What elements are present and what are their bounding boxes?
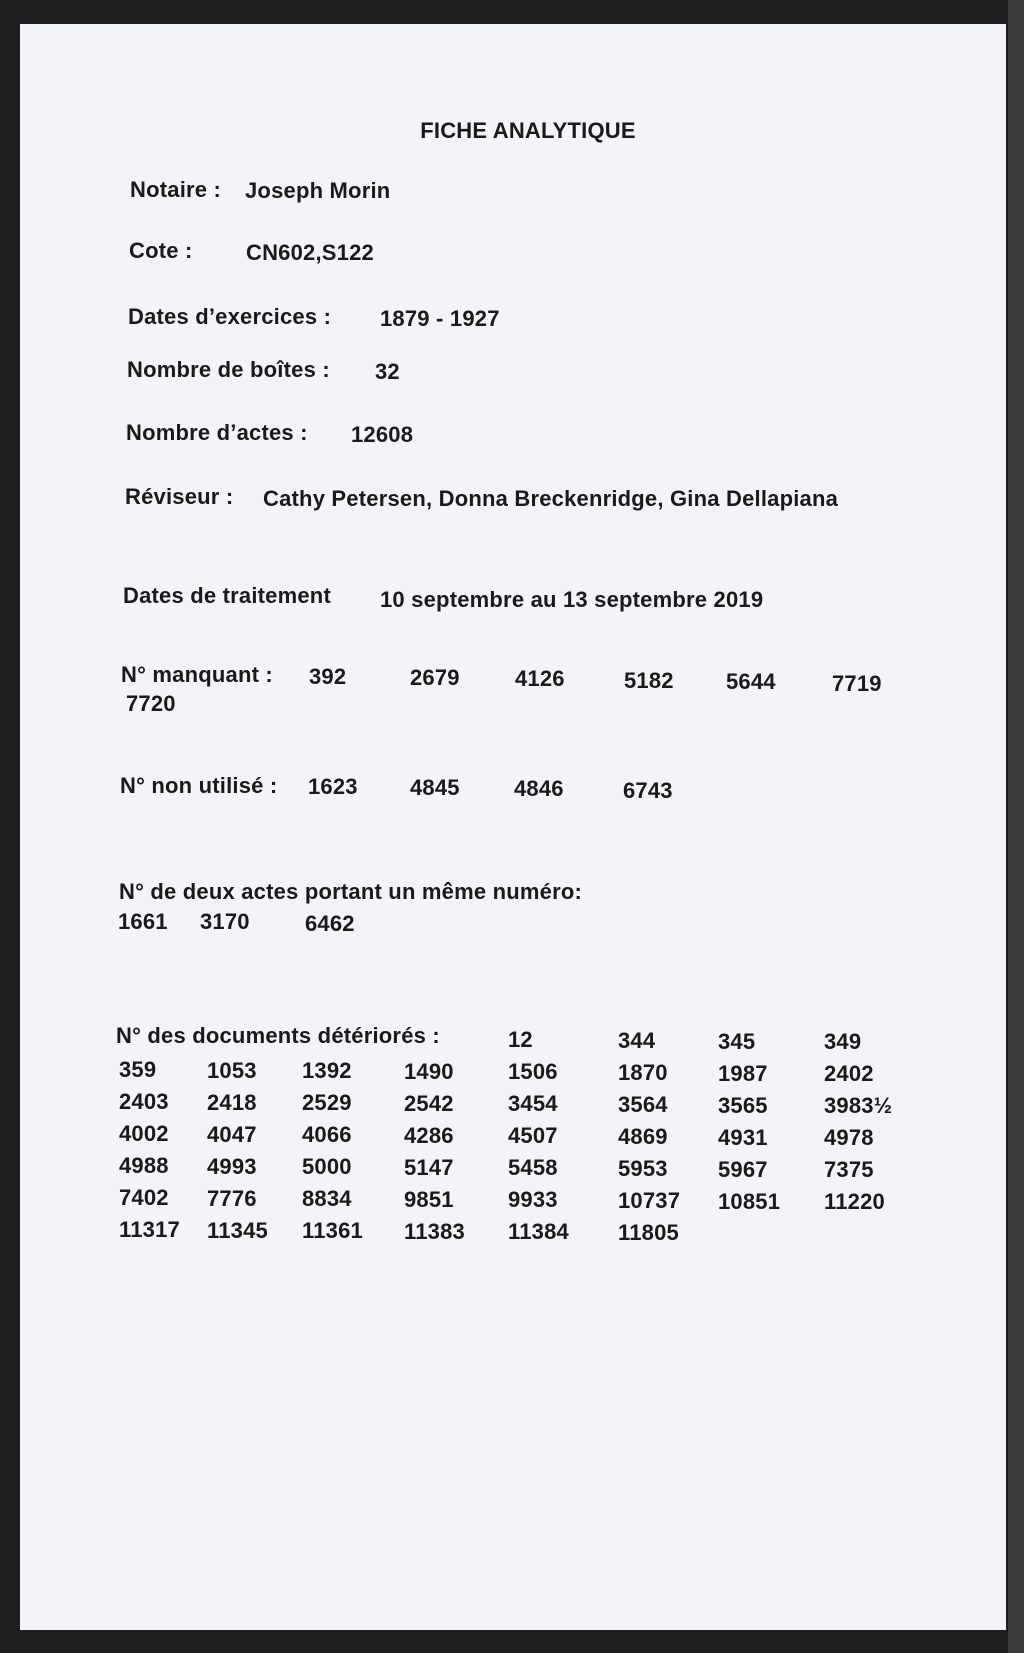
deteriore-number: 11361 [302,1218,363,1244]
deteriore-number: 2542 [404,1090,454,1116]
deteriore-number: 2529 [302,1090,352,1116]
deteriore-number: 349 [824,1029,862,1055]
deteriore-number: 4286 [404,1122,454,1148]
deteriore-number: 9933 [508,1187,558,1213]
dates-traitement-label: Dates de traitement [123,583,331,608]
deteriore-number: 4002 [119,1121,169,1146]
deteriore-number: 11383 [404,1218,465,1244]
deux-actes-number: 3170 [200,909,250,934]
non-utilise-number: 4846 [514,776,564,801]
nombre-boites-label: Nombre de boîtes : [127,357,330,382]
deteriore-number: 4047 [207,1121,257,1147]
page-edge [1008,0,1024,1653]
deux-actes-number: 1661 [118,909,168,934]
deteriore-number: 8834 [302,1186,352,1212]
deteriore-number: 5458 [508,1155,558,1181]
deteriore-number: 5967 [718,1156,768,1182]
deteriore-number: 3983½ [824,1093,893,1119]
deux-actes-label: N° de deux actes portant un même numéro: [119,879,582,904]
deteriore-number: 2418 [207,1089,257,1115]
manquant-number: 392 [309,664,347,689]
deteriore-number: 11220 [824,1189,885,1215]
deteriore-number: 7402 [119,1185,169,1210]
deteriore-number: 11317 [119,1217,180,1242]
non-utilise-number: 1623 [308,774,358,799]
deteriore-number: 12 [508,1027,533,1053]
nombre-actes-label: Nombre d’actes : [126,420,308,445]
notaire-label: Notaire : [130,177,222,202]
deteriore-number: 344 [618,1028,656,1053]
document-title: FICHE ANALYTIQUE [420,118,636,143]
manquant-number: 7720 [126,691,176,716]
deteriore-number: 11345 [207,1217,268,1243]
manquant-label: N° manquant : [121,662,273,687]
manquant-number: 5182 [624,668,674,693]
deteriore-number: 4931 [718,1124,768,1150]
deteriore-number: 4988 [119,1153,169,1178]
deteriore-number: 7375 [824,1157,874,1183]
deteriore-number: 5953 [618,1156,668,1181]
manquant-number: 7719 [832,671,882,696]
deux-actes-number: 6462 [305,911,355,936]
deteriore-number: 1987 [718,1060,768,1086]
non-utilise-number: 4845 [410,775,460,800]
dates-traitement-value: 10 septembre au 13 septembre 2019 [380,587,764,612]
deteriore-number: 10737 [618,1188,681,1213]
deteriore-number: 1870 [618,1060,668,1085]
deteriore-number: 2403 [119,1089,169,1114]
deteriore-number: 9851 [404,1186,454,1212]
cote-label: Cote : [129,238,193,263]
deteriores-label: N° des documents détériorés : [116,1023,440,1048]
dates-exercices-label: Dates d’exercices : [128,304,332,329]
deteriore-number: 7776 [207,1185,257,1211]
deteriore-number: 11805 [618,1220,679,1245]
manquant-number: 2679 [410,665,460,690]
notaire-value: Joseph Morin [245,178,391,203]
deteriore-number: 4507 [508,1123,558,1149]
document-page [20,24,1006,1630]
reviseur-label: Réviseur : [125,484,234,509]
deteriore-number: 1392 [302,1058,352,1084]
deteriore-number: 1053 [207,1057,257,1083]
non-utilise-number: 6743 [623,778,673,803]
deteriore-number: 11384 [508,1219,569,1245]
dates-exercices-value: 1879 - 1927 [380,306,500,331]
nombre-actes-value: 12608 [351,422,414,447]
deteriore-number: 3565 [718,1092,768,1118]
cote-value: CN602,S122 [246,240,374,265]
nombre-boites-value: 32 [375,359,400,384]
deteriore-number: 5147 [404,1154,454,1180]
deteriore-number: 359 [119,1057,157,1082]
manquant-number: 4126 [515,666,565,691]
deteriore-number: 4993 [207,1153,257,1179]
deteriore-number: 2402 [824,1061,874,1087]
manquant-number: 5644 [726,669,776,694]
deteriore-number: 3454 [508,1091,558,1117]
deteriore-number: 4066 [302,1122,352,1148]
deteriore-number: 4869 [618,1124,668,1149]
deteriore-number: 3564 [618,1092,668,1117]
non-utilise-label: N° non utilisé : [120,773,278,798]
reviseur-value: Cathy Petersen, Donna Breckenridge, Gina Dellapiana [263,486,839,511]
deteriore-number: 5000 [302,1154,352,1180]
deteriore-number: 1490 [404,1058,454,1084]
deteriore-number: 1506 [508,1059,558,1085]
deteriore-number: 4978 [824,1125,874,1151]
deteriore-number: 345 [718,1028,756,1054]
deteriore-number: 10851 [718,1188,781,1214]
